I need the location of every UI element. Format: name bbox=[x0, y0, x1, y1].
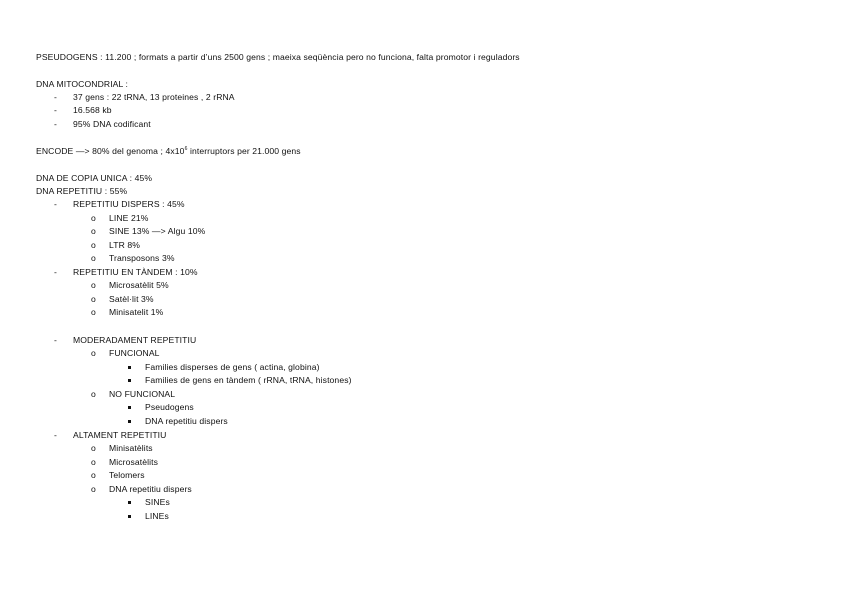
circle-bullet: o bbox=[91, 253, 96, 263]
altament-item: DNA repetitiu dispers bbox=[109, 484, 192, 494]
square-bullet bbox=[128, 420, 131, 423]
dispers-item: LTR 8% bbox=[109, 240, 141, 250]
encode-line bbox=[36, 146, 301, 157]
dash-bullet: - bbox=[54, 105, 57, 115]
altament-item: Minisatèlits bbox=[109, 443, 153, 453]
dash-bullet: - bbox=[54, 119, 57, 129]
funcional-label: FUNCIONAL bbox=[109, 348, 160, 358]
no-funcional-label: NO FUNCIONAL bbox=[109, 389, 176, 399]
funcional-item: Families disperses de gens ( actina, globina) bbox=[145, 362, 320, 372]
circle-bullet: o bbox=[91, 348, 96, 358]
square-bullet bbox=[128, 501, 131, 504]
funcional-item: Families de gens en tàndem ( rRNA, tRNA, histones) bbox=[145, 375, 352, 385]
circle-bullet: o bbox=[91, 294, 96, 304]
circle-bullet: o bbox=[91, 457, 96, 467]
encode-text-rest: interruptors per 21.000 gens bbox=[187, 146, 301, 156]
mito-item: 16.568 kb bbox=[73, 105, 112, 115]
encode-exponent: 6 bbox=[184, 146, 188, 153]
dispers-item: SINE 13% —> Algu 10% bbox=[109, 226, 206, 236]
circle-bullet: o bbox=[91, 443, 96, 453]
dispers-title: REPETITIU DISPERS : 45% bbox=[73, 199, 185, 209]
circle-bullet: o bbox=[91, 470, 96, 480]
circle-bullet: o bbox=[91, 484, 96, 494]
no-funcional-item: DNA repetitiu dispers bbox=[145, 416, 228, 426]
dash-bullet: - bbox=[54, 335, 57, 345]
mito-title: DNA MITOCONDRIAL : bbox=[36, 79, 129, 89]
tandem-title: REPETITIU EN TÀNDEM : 10% bbox=[73, 267, 198, 277]
altament-title: ALTAMENT REPETITIU bbox=[73, 430, 167, 440]
no-funcional-item: Pseudogens bbox=[145, 402, 194, 412]
copia-unica-line: DNA DE COPIA UNICA : 45% bbox=[36, 173, 153, 183]
square-bullet bbox=[128, 406, 131, 409]
circle-bullet: o bbox=[91, 213, 96, 223]
altament-sub-item: SINEs bbox=[145, 497, 170, 507]
altament-item: Microsatèlits bbox=[109, 457, 159, 467]
dash-bullet: - bbox=[54, 430, 57, 440]
tandem-item: Minisatelit 1% bbox=[109, 307, 164, 317]
dispers-item: Transposons 3% bbox=[109, 253, 175, 263]
circle-bullet: o bbox=[91, 226, 96, 236]
square-bullet bbox=[128, 366, 131, 369]
circle-bullet: o bbox=[91, 389, 96, 399]
square-bullet bbox=[128, 515, 131, 518]
square-bullet bbox=[128, 379, 131, 382]
altament-sub-item: LINEs bbox=[145, 511, 169, 521]
encode-text: ENCODE —> 80% del genoma ; 4x10 bbox=[36, 146, 185, 156]
circle-bullet: o bbox=[91, 307, 96, 317]
repetitiu-line: DNA REPETITIU : 55% bbox=[36, 186, 128, 196]
altament-item: Telomers bbox=[109, 470, 145, 480]
mito-item: 37 gens : 22 tRNA, 13 proteines , 2 rRNA bbox=[73, 92, 235, 102]
moderadament-title: MODERADAMENT REPETITIU bbox=[73, 335, 197, 345]
dash-bullet: - bbox=[54, 92, 57, 102]
pseudogens-line: PSEUDOGENS : 11.200 ; formats a partir d’uns 2500 gens ; maeixa seqüència pero no funciona, falta promotor i reguladors bbox=[36, 52, 520, 62]
dash-bullet: - bbox=[54, 199, 57, 209]
mito-item: 95% DNA codificant bbox=[73, 119, 151, 129]
circle-bullet: o bbox=[91, 280, 96, 290]
tandem-item: Satèl·lit 3% bbox=[109, 294, 154, 304]
dash-bullet: - bbox=[54, 267, 57, 277]
circle-bullet: o bbox=[91, 240, 96, 250]
tandem-item: Microsatèlit 5% bbox=[109, 280, 169, 290]
dispers-item: LINE 21% bbox=[109, 213, 149, 223]
